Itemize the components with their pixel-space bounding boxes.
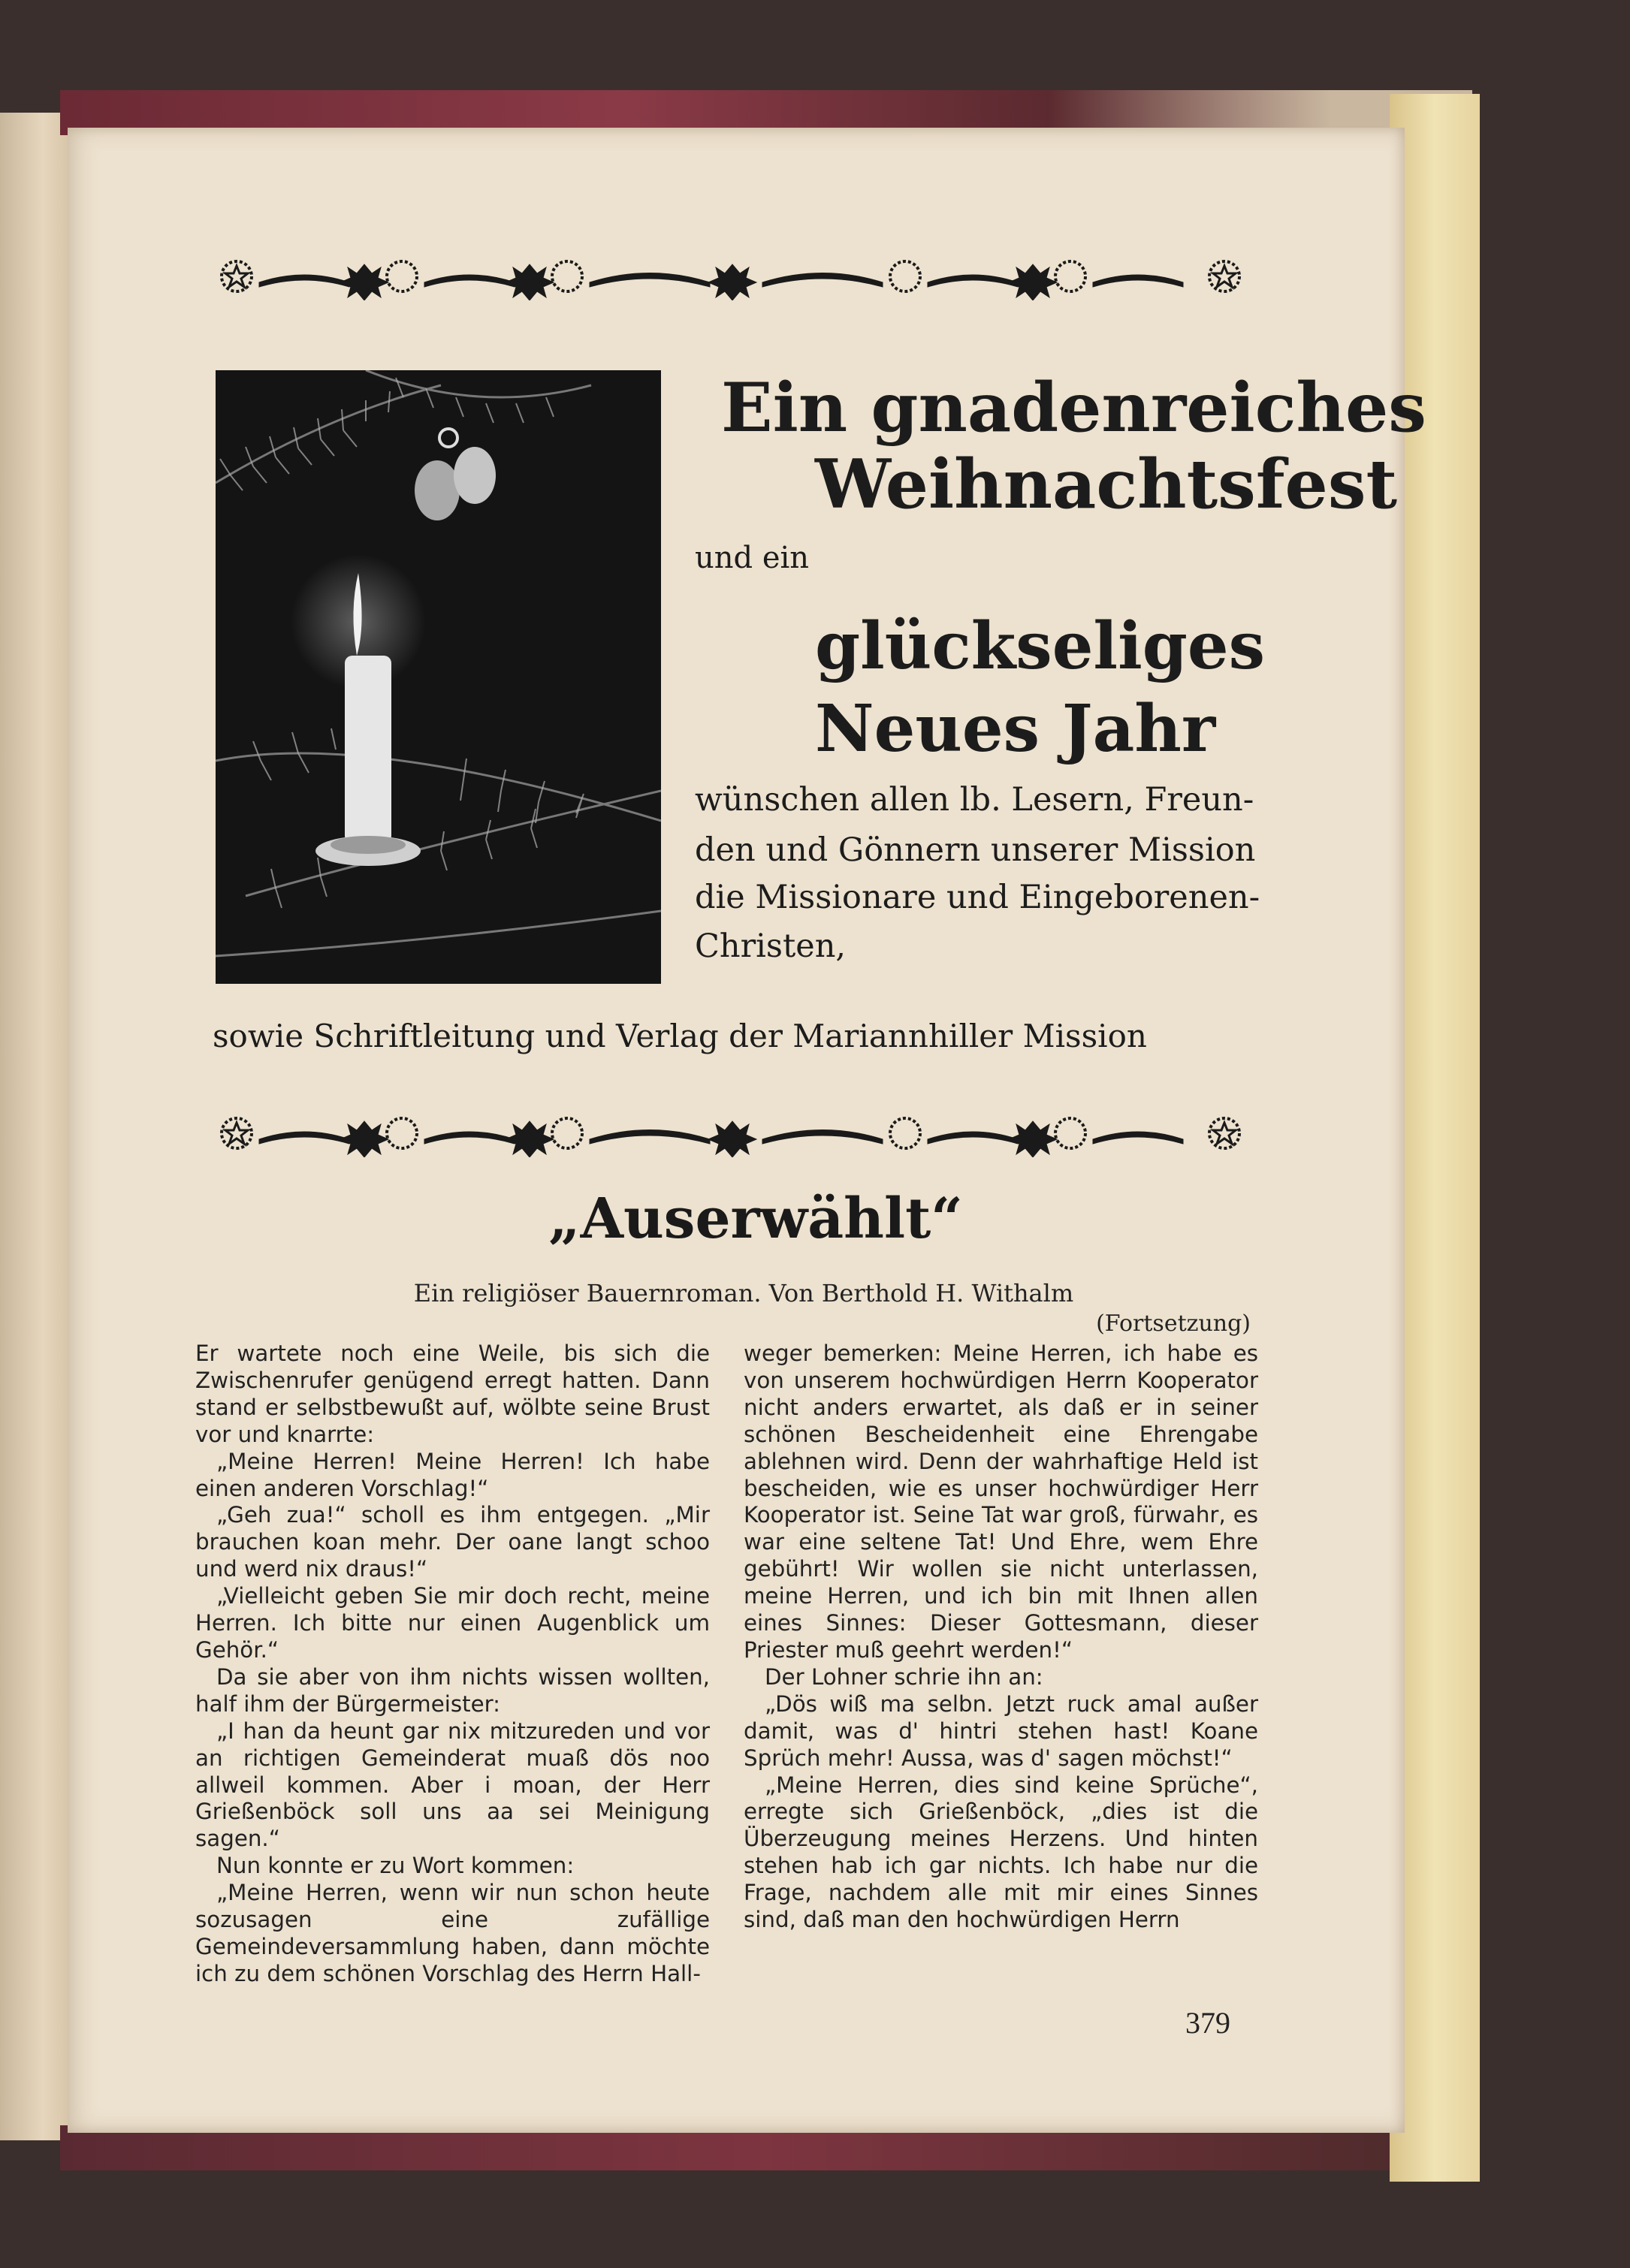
ornament-border-bottom [214,1109,1251,1157]
paragraph: Der Lohner schrie ihn an: [765,1663,1043,1690]
story-title: „Auserwählt“ [548,1187,963,1251]
paragraph: Er wartete noch eine Weile, bis sich die Zwischenrufer genügend erregt hatten. Dann stand er selbstbewußt auf, wölbte seine Brust vor und knarrte: [195,1341,710,1447]
continuation-note: (Fortsetzung) [1096,1310,1251,1337]
paragraph: „Dös wiß ma selbn. Jetzt ruck amal außer damit, was d' hintri stehen hast! Koane Sprüch mehr! Aussa, was d' sagen möchst!“ [744,1690,1258,1771]
paragraph: Da sie aber von ihm nichts wissen wollten, half ihm der Bürgermeister: [195,1663,710,1717]
greeting-wish-line-4: Christen, [695,927,847,965]
page-number: 379 [1185,2006,1230,2040]
greeting-line-3: glückseliges [815,608,1266,684]
paragraph: Nun konnte er zu Wort kommen: [216,1853,575,1879]
paragraph: „Vielleicht geben Sie mir doch recht, meine Herren. Ich bitte nur einen Augenblick um Gehör.“ [195,1583,710,1663]
story-column-left [195,1341,710,1988]
paragraph: „I han da heunt gar nix mitzureden und vor an richtigen Gemeinderat muaß dös noo allweil kommen. Aber i moan, der Herr Grießenböck soll uns aa sei Meinigung sagen.“ [195,1718,710,1852]
story-column-right [744,1341,1258,1934]
greeting-wish-line-2: den und Gönnern unserer Mission [695,831,1256,869]
candle-photo [216,370,661,984]
paragraph: „Geh zua!“ scholl es ihm entgegen. „Mir brauchen koan mehr. Der oane langt schoo und werd nix draus!“ [195,1502,710,1582]
greeting-line-1: Ein gnadenreiches [721,368,1426,448]
ornament-border-top [214,252,1251,300]
greeting-line-2: Weihnachtsfest [815,445,1398,524]
paragraph: weger bemerken: Meine Herren, ich habe es von unserem hochwürdigen Herrn Kooperator nicht anders erwartet, als daß er in seiner schönen Bescheidenheit eine Ehrengabe ablehnen wird. Denn der wahrhaftige Held ist bescheiden, wie es unser hochwürdiger Herr Kooperator ist. Seine Tat war groß, fürwahr, es war eine seltene Tat! Und Ehre, wem Ehre gebührt! Wir wollen sie nicht unterlassen, meine Herren, und ich bin mit Ihnen allen eines Sinnes: Dieser Gottesmann, dieser Priester muß geehrt werden!“ [744,1341,1258,1663]
greeting-line-4: Neues Jahr [815,691,1216,767]
greeting-connector: und ein [695,541,810,575]
greeting-wish-line-3: die Missionare und Eingeborenen- [695,879,1260,916]
greeting-wish-line-1: wünschen allen lb. Lesern, Freun- [695,781,1254,819]
facing-page-edge [0,113,71,2140]
paragraph: „Meine Herren! Meine Herren! Ich habe einen anderen Vorschlag!“ [195,1448,710,1501]
paragraph: „Meine Herren, dies sind keine Sprüche“, erregte sich Grießenböck, „dies ist die Überzeugung meines Herzens. Und hinten stehen hab ich gar nichts. Ich habe nur die Frage, nachdem alle mit mir eines Sinnes sind, daß man den hochwürdigen Herrn [744,1772,1258,1933]
story-byline: Ein religiöser Bauernroman. Von Berthold H. Withalm [413,1279,1074,1307]
paragraph: „Meine Herren, wenn wir nun schon heute sozusagen eine zufällige Gemeindeversammlung haben, dann möchte ich zu dem schönen Vorschlag des Herrn Hall- [195,1880,710,1986]
greeting-closing: sowie Schriftleitung und Verlag der Mariannhiller Mission [213,1018,1147,1054]
